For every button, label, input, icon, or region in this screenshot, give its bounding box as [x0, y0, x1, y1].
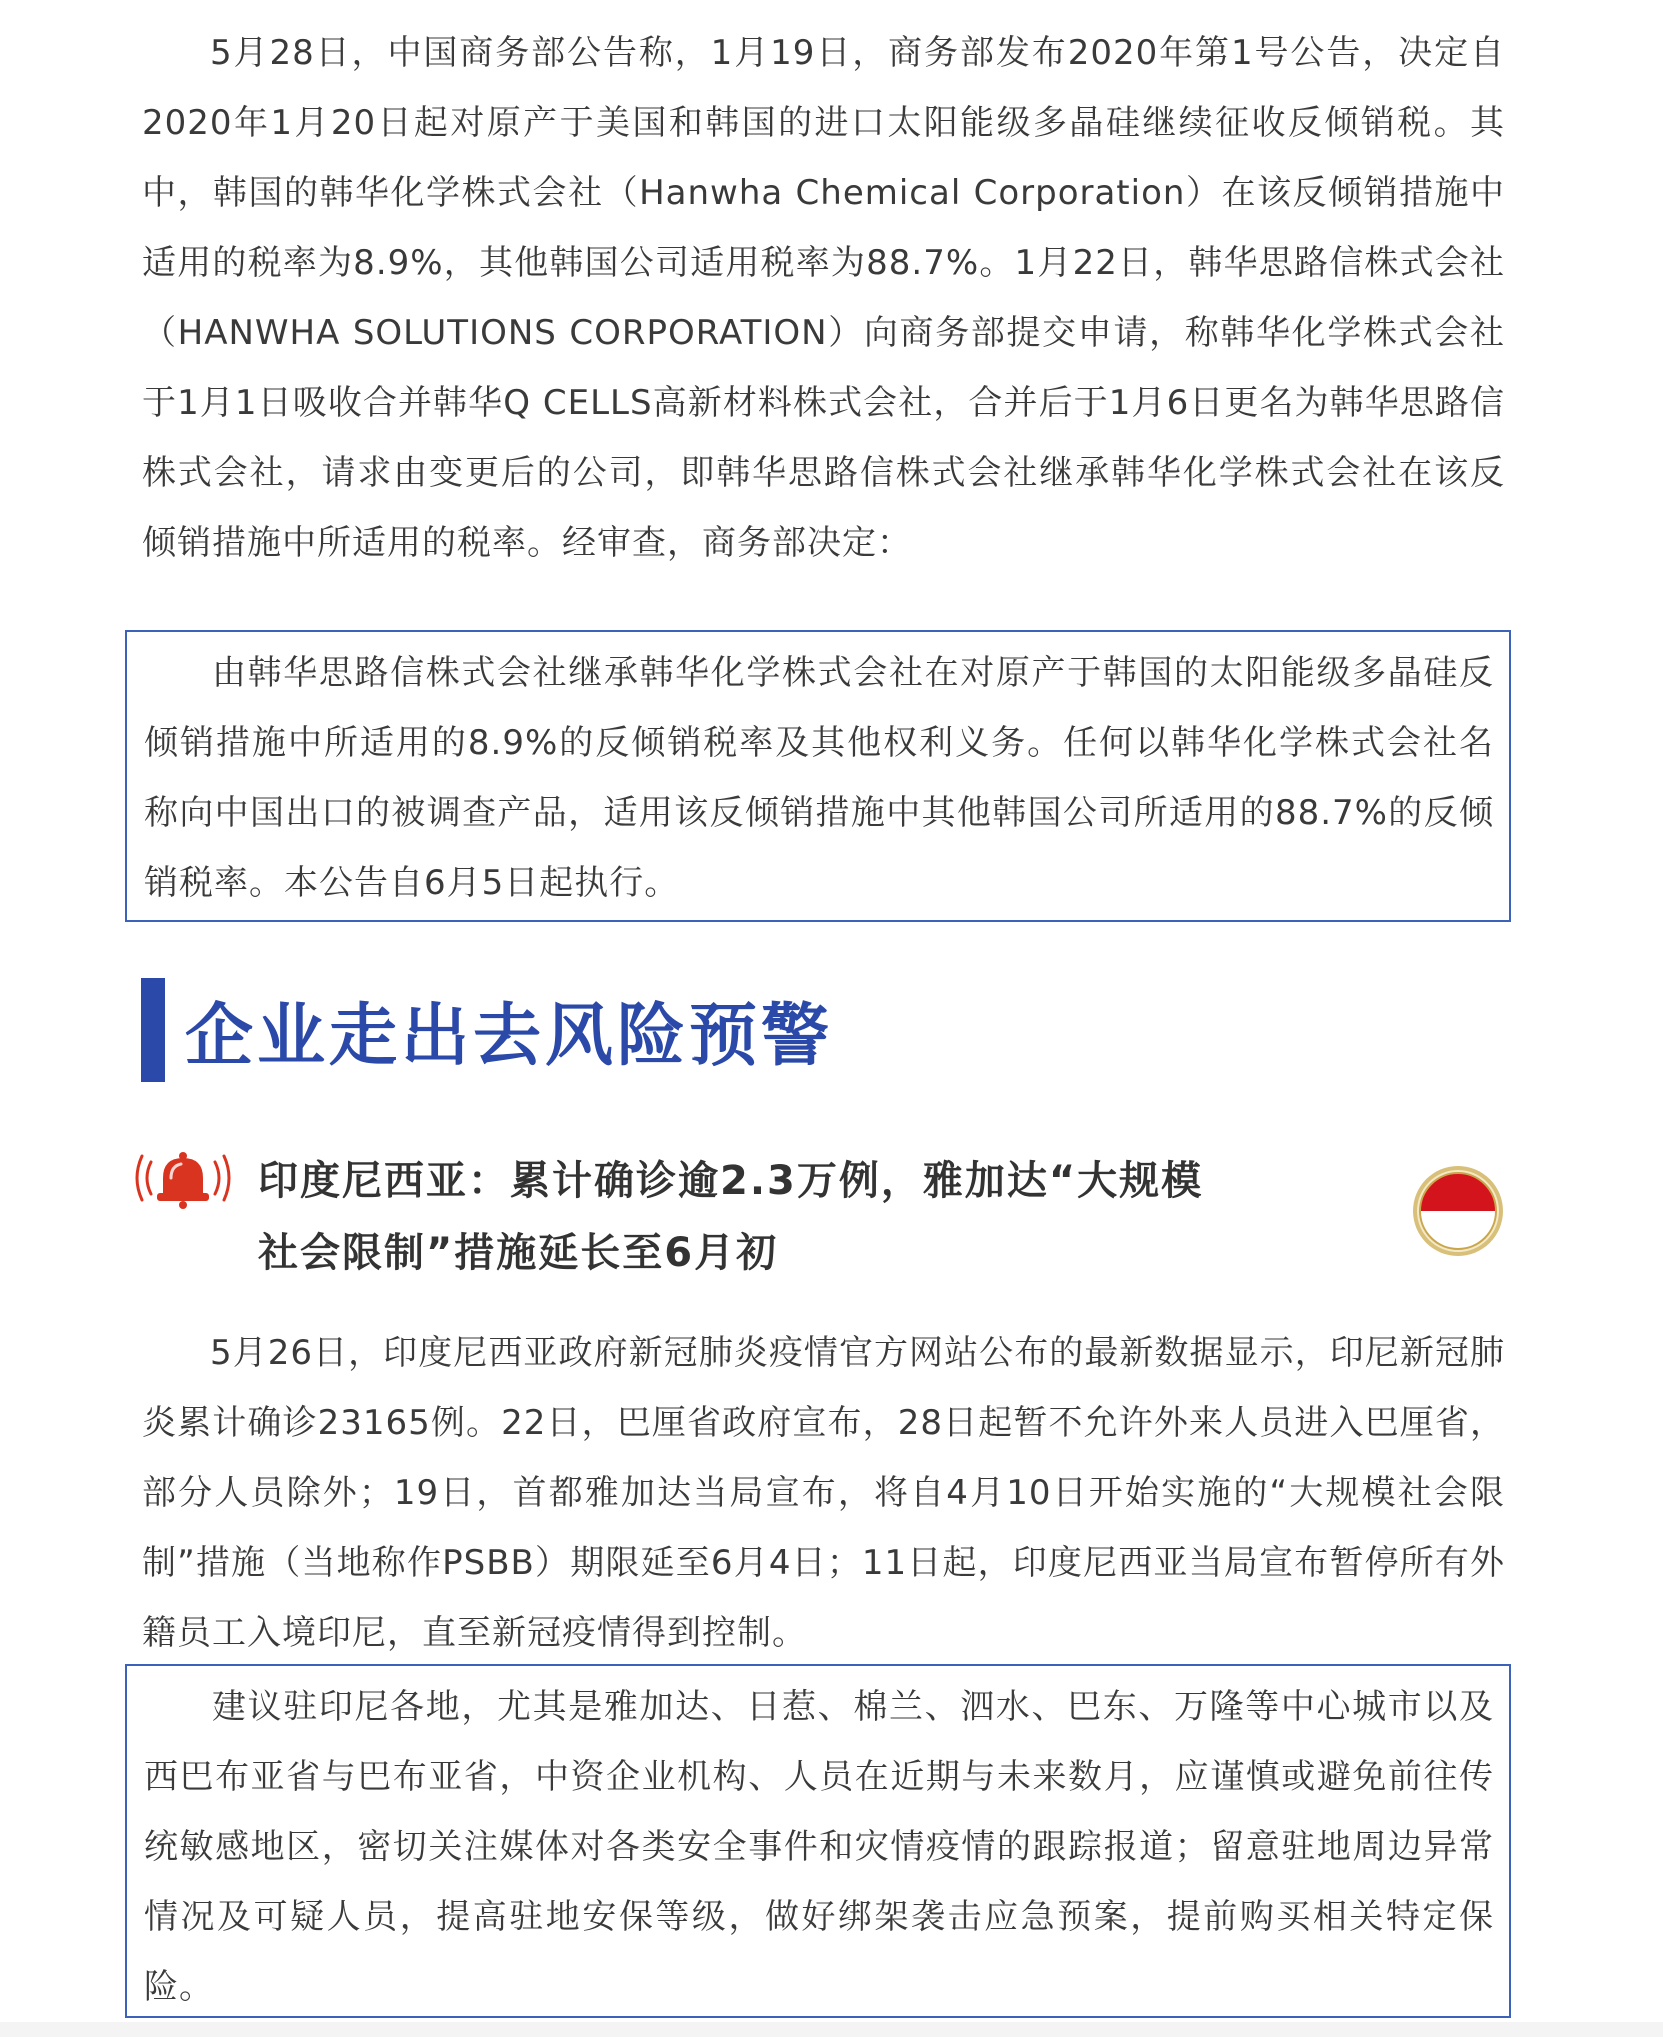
news-title: [258, 1145, 1308, 1289]
page-bottom-divider: [0, 2022, 1663, 2037]
intro-paragraph: 5月28日，中国商务部公告称，1月19日，商务部发布2020年第1号公告，决定自2020年1月20日起对原产于美国和韩国的进口太阳能级多晶硅继续征收反倾销税。其中，韩国的韩华化学株式会社（Hanwha Chemical Corporation）在该反倾销措施中适用的税率为8.9%，其他韩国公司适用税率为88.7%。1月22日，韩华思路信株式会社（HANWHA SOLUTIONS CORPORATION）向商务部提交申请，称韩华化学株式会社于1月1日吸收合并韩华Q CELLS高新材料株式会社，合并后于1月6日更名为韩华思路信株式会社，请求由变更后的公司，即韩华思路信株式会社继承韩华化学株式会社在该反倾销措施中所适用的税率。经审查，商务部决定：: [142, 33, 1505, 563]
indonesia-flag-icon: [1412, 1165, 1504, 1257]
section-title: 企业走出去风险预警: [185, 996, 834, 1076]
news-title-line1: 印度尼西亚：累计确诊逾2.3万例，雅加达“大规模: [258, 1158, 1204, 1204]
decision-text: 由韩华思路信株式会社继承韩华化学株式会社在对原产于韩国的太阳能级多晶硅反倾销措施中所适用的8.9%的反倾销税率及其他权利义务。任何以韩华化学株式会社名称向中国出口的被调查产品，适用该反倾销措施中其他韩国公司所适用的88.7%的反倾销税率。本公告自6月5日起执行。: [144, 653, 1494, 903]
alarm-bell-icon: [133, 1148, 233, 1212]
advice-text: 建议驻印尼各地，尤其是雅加达、日惹、棉兰、泗水、巴东、万隆等中心城市以及西巴布亚省与巴布亚省，中资企业机构、人员在近期与未来数月，应谨慎或避免前往传统敏感地区，密切关注媒体对各类安全事件和灾情疫情的跟踪报道；留意驻地周边异常情况及可疑人员，提高驻地安保等级，做好绑架袭击应急预案，提前购买相关特定保险。: [144, 1687, 1494, 2007]
section-heading: [141, 978, 833, 1082]
advice-box: [125, 1664, 1511, 2018]
news-title-line2: 社会限制”措施延长至6月初: [258, 1230, 779, 1276]
news-body: 5月26日，印度尼西亚政府新冠肺炎疫情官方网站公布的最新数据显示，印尼新冠肺炎累计确诊23165例。22日，巴厘省政府宣布，28日起暂不允许外来人员进入巴厘省，部分人员除外；19日，首都雅加达当局宣布，将自4月10日开始实施的“大规模社会限制”措施（当地称作PSBB）期限延至6月4日；11日起，印度尼西亚当局宣布暂停所有外籍员工入境印尼，直至新冠疫情得到控制。: [142, 1333, 1505, 1653]
decision-box: [125, 630, 1511, 922]
section-accent-bar: [141, 978, 165, 1082]
